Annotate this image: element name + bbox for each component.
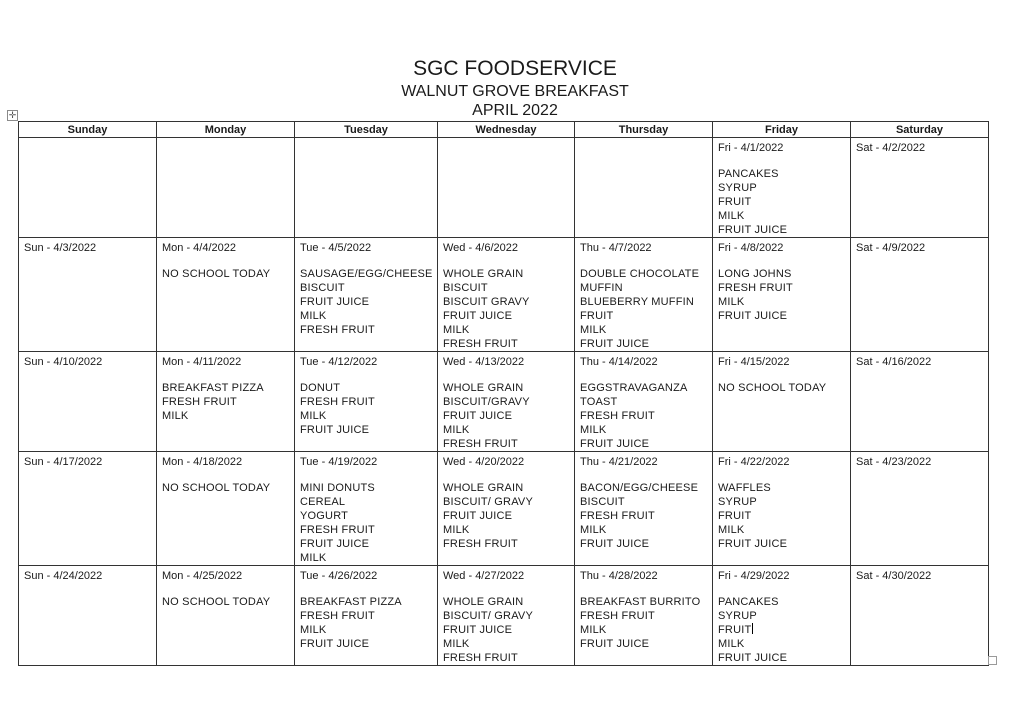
menu-item: MILK bbox=[443, 424, 470, 436]
day-date: Sun - 4/24/2022 bbox=[24, 570, 103, 582]
menu-item: FRESH FRUIT bbox=[580, 410, 655, 422]
day-cell[interactable] bbox=[713, 566, 851, 666]
menu-item: FRESH FRUIT bbox=[162, 396, 237, 408]
day-date: Fri - 4/29/2022 bbox=[718, 570, 790, 582]
day-date: Fri - 4/22/2022 bbox=[718, 456, 790, 468]
menu-item: MILK bbox=[718, 638, 745, 650]
menu-item: BISCUIT/ GRAVY bbox=[443, 496, 533, 508]
day-cell[interactable] bbox=[851, 138, 989, 238]
day-date bbox=[162, 141, 289, 155]
day-date: Mon - 4/11/2022 bbox=[162, 356, 242, 368]
day-cell[interactable] bbox=[438, 566, 575, 666]
menu-item: BISCUIT bbox=[580, 496, 625, 508]
day-cell[interactable] bbox=[295, 138, 438, 238]
day-date: Sat - 4/23/2022 bbox=[856, 456, 932, 468]
menu-item: BISCUIT GRAVY bbox=[443, 296, 530, 308]
day-date: Tue - 4/12/2022 bbox=[300, 356, 378, 368]
menu-item: MILK bbox=[162, 410, 189, 422]
day-date: Wed - 4/20/2022 bbox=[443, 456, 525, 468]
menu-item: DOUBLE CHOCOLATE bbox=[580, 268, 700, 280]
day-header-wednesday: Wednesday bbox=[438, 122, 575, 138]
week-row bbox=[19, 352, 989, 452]
day-cell[interactable] bbox=[295, 352, 438, 452]
day-header-friday: Friday bbox=[713, 122, 851, 138]
menu-item: WHOLE GRAIN bbox=[443, 268, 524, 280]
menu-item: FRUIT JUICE bbox=[300, 424, 370, 436]
menu-item: LONG JOHNS bbox=[718, 268, 792, 280]
menu-item: NO SCHOOL TODAY bbox=[162, 268, 271, 280]
menu-item: BREAKFAST PIZZA bbox=[300, 596, 402, 608]
day-cell[interactable] bbox=[713, 352, 851, 452]
day-date: Thu - 4/14/2022 bbox=[580, 356, 658, 368]
menu-item: FRESH FRUIT bbox=[443, 338, 518, 350]
calendar-table bbox=[18, 121, 989, 666]
menu-item: PANCAKES bbox=[718, 596, 779, 608]
day-cell[interactable] bbox=[851, 452, 989, 566]
menu-item: FRUIT JUICE bbox=[718, 652, 788, 664]
menu-item: FRUIT JUICE bbox=[580, 438, 650, 450]
menu-item: NO SCHOOL TODAY bbox=[162, 596, 271, 608]
menu-item: FRESH FRUIT bbox=[300, 396, 375, 408]
menu-item: FRUIT JUICE bbox=[580, 638, 650, 650]
menu-item: FRESH FRUIT bbox=[443, 652, 518, 664]
menu-item: DONUT bbox=[300, 382, 341, 394]
day-cell[interactable] bbox=[438, 138, 575, 238]
menu-item: SYRUP bbox=[718, 610, 757, 622]
day-cell[interactable] bbox=[438, 452, 575, 566]
menu-item: FRESH FRUIT bbox=[443, 438, 518, 450]
menu-item: BLUEBERRY MUFFIN bbox=[580, 296, 695, 308]
menu-item: FRESH FRUIT bbox=[300, 610, 375, 622]
menu-item: BACON/EGG/CHEESE bbox=[580, 482, 699, 494]
day-header-monday: Monday bbox=[157, 122, 295, 138]
day-date: Fri - 4/1/2022 bbox=[718, 142, 784, 154]
menu-item: SYRUP bbox=[718, 496, 757, 508]
day-date bbox=[300, 141, 432, 155]
week-row bbox=[19, 566, 989, 666]
menu-item: BREAKFAST PIZZA bbox=[162, 382, 264, 394]
menu-item: NO SCHOOL TODAY bbox=[162, 482, 271, 494]
page-title: SGC FOODSERVICE bbox=[413, 57, 617, 80]
day-date: Mon - 4/18/2022 bbox=[162, 456, 243, 468]
day-date bbox=[24, 141, 151, 155]
day-cell[interactable] bbox=[19, 138, 157, 238]
menu-item: MILK bbox=[718, 296, 745, 308]
day-cell[interactable] bbox=[19, 452, 157, 566]
menu-item: MILK bbox=[718, 524, 745, 536]
day-cell[interactable] bbox=[157, 352, 295, 452]
day-date: Tue - 4/5/2022 bbox=[300, 242, 372, 254]
day-date: Mon - 4/25/2022 bbox=[162, 570, 243, 582]
day-date: Thu - 4/28/2022 bbox=[580, 570, 658, 582]
day-header-tuesday: Tuesday bbox=[295, 122, 438, 138]
menu-item: MILK bbox=[443, 638, 470, 650]
day-cell[interactable] bbox=[19, 238, 157, 352]
menu-item: CEREAL bbox=[300, 496, 346, 508]
menu-item: MILK bbox=[300, 552, 327, 564]
menu-item: MUFFIN bbox=[580, 282, 623, 294]
menu-item: FRESH FRUIT bbox=[580, 510, 655, 522]
menu-item: BISCUIT/GRAVY bbox=[443, 396, 530, 408]
day-date: Thu - 4/7/2022 bbox=[580, 242, 652, 254]
menu-item: FRUIT JUICE bbox=[580, 538, 650, 550]
table-resize-handle-icon[interactable] bbox=[988, 656, 997, 665]
day-cell[interactable] bbox=[157, 238, 295, 352]
week-row bbox=[19, 238, 989, 352]
table-move-handle-icon[interactable]: ✛ bbox=[8, 110, 17, 120]
day-date: Tue - 4/19/2022 bbox=[300, 456, 378, 468]
menu-item: MILK bbox=[443, 324, 470, 336]
day-date: Tue - 4/26/2022 bbox=[300, 570, 378, 582]
day-date: Sat - 4/16/2022 bbox=[856, 356, 932, 368]
day-cell[interactable] bbox=[295, 452, 438, 566]
day-cell[interactable] bbox=[438, 352, 575, 452]
menu-item: FRESH FRUIT bbox=[443, 538, 518, 550]
day-cell[interactable] bbox=[575, 566, 713, 666]
menu-item: FRESH FRUIT bbox=[300, 524, 375, 536]
menu-item: MILK bbox=[580, 624, 607, 636]
day-header-sunday: Sunday bbox=[19, 122, 157, 138]
day-date: Sun - 4/3/2022 bbox=[24, 242, 97, 254]
day-cell[interactable] bbox=[575, 452, 713, 566]
menu-item: WHOLE GRAIN bbox=[443, 482, 524, 494]
day-header-saturday: Saturday bbox=[851, 122, 989, 138]
menu-item: FRUIT bbox=[718, 510, 752, 522]
menu-item: WAFFLES bbox=[718, 482, 771, 494]
day-cell[interactable] bbox=[438, 238, 575, 352]
menu-item: FRUIT JUICE bbox=[580, 338, 650, 350]
day-cell[interactable] bbox=[851, 566, 989, 666]
week-row bbox=[19, 138, 989, 238]
day-cell[interactable] bbox=[19, 566, 157, 666]
menu-item: FRUIT bbox=[718, 624, 752, 636]
menu-item: PANCAKES bbox=[718, 168, 779, 180]
day-cell[interactable] bbox=[713, 452, 851, 566]
day-date: Wed - 4/13/2022 bbox=[443, 356, 525, 368]
menu-item: BISCUIT/ GRAVY bbox=[443, 610, 533, 622]
day-date: Thu - 4/21/2022 bbox=[580, 456, 658, 468]
day-date: Sat - 4/30/2022 bbox=[856, 570, 932, 582]
menu-item: MILK bbox=[300, 410, 327, 422]
menu-item: TOAST bbox=[580, 396, 618, 408]
menu-item: FRUIT bbox=[580, 310, 614, 322]
menu-item: MILK bbox=[580, 324, 607, 336]
menu-item: FRUIT JUICE bbox=[718, 538, 788, 550]
menu-item: BREAKFAST BURRITO bbox=[580, 596, 701, 608]
menu-item: MILK bbox=[300, 310, 327, 322]
day-date: Wed - 4/27/2022 bbox=[443, 570, 525, 582]
menu-item: FRESH FRUIT bbox=[300, 324, 375, 336]
day-cell[interactable] bbox=[157, 566, 295, 666]
menu-item: SAUSAGE/EGG/CHEESE bbox=[300, 268, 433, 280]
menu-item: EGGSTRAVAGANZA bbox=[580, 382, 688, 394]
day-cell[interactable] bbox=[851, 238, 989, 352]
day-cell[interactable] bbox=[713, 138, 851, 238]
menu-item: FRUIT JUICE bbox=[443, 624, 513, 636]
day-cell[interactable] bbox=[575, 238, 713, 352]
page-subtitle: WALNUT GROVE BREAKFAST bbox=[401, 83, 629, 100]
week-row bbox=[19, 452, 989, 566]
menu-item: FRUIT JUICE bbox=[718, 224, 788, 236]
day-cell[interactable] bbox=[575, 352, 713, 452]
day-date: Sat - 4/2/2022 bbox=[856, 142, 926, 154]
menu-item: FRUIT JUICE bbox=[443, 410, 513, 422]
menu-item: FRUIT JUICE bbox=[718, 310, 788, 322]
menu-item: FRUIT JUICE bbox=[443, 510, 513, 522]
day-date bbox=[580, 141, 707, 155]
day-date: Fri - 4/15/2022 bbox=[718, 356, 790, 368]
menu-item: MILK bbox=[300, 624, 327, 636]
calendar-header-row bbox=[19, 122, 989, 138]
day-date: Sun - 4/10/2022 bbox=[24, 356, 103, 368]
day-date: Sun - 4/17/2022 bbox=[24, 456, 103, 468]
menu-item: MILK bbox=[718, 210, 745, 222]
day-date bbox=[443, 141, 569, 155]
menu-item: FRESH FRUIT bbox=[580, 610, 655, 622]
day-cell[interactable] bbox=[295, 238, 438, 352]
day-date: Mon - 4/4/2022 bbox=[162, 242, 236, 254]
menu-item: SYRUP bbox=[718, 182, 757, 194]
menu-item: FRUIT JUICE bbox=[300, 538, 370, 550]
day-date: Sat - 4/9/2022 bbox=[856, 242, 926, 254]
menu-item: FRUIT JUICE bbox=[443, 310, 513, 322]
menu-item: NO SCHOOL TODAY bbox=[718, 382, 827, 394]
menu-item: MILK bbox=[580, 424, 607, 436]
page-month: APRIL 2022 bbox=[472, 102, 558, 119]
day-cell[interactable] bbox=[157, 138, 295, 238]
menu-item: MILK bbox=[580, 524, 607, 536]
day-header-thursday: Thursday bbox=[575, 122, 713, 138]
day-cell[interactable] bbox=[19, 352, 157, 452]
day-cell[interactable] bbox=[157, 452, 295, 566]
day-cell[interactable] bbox=[295, 566, 438, 666]
day-date: Wed - 4/6/2022 bbox=[443, 242, 519, 254]
menu-item: FRESH FRUIT bbox=[718, 282, 793, 294]
text-cursor bbox=[752, 623, 753, 634]
menu-item: MINI DONUTS bbox=[300, 482, 375, 494]
menu-item: MILK bbox=[443, 524, 470, 536]
menu-item: BISCUIT bbox=[300, 282, 345, 294]
day-date: Fri - 4/8/2022 bbox=[718, 242, 784, 254]
day-cell[interactable] bbox=[713, 238, 851, 352]
day-cell[interactable] bbox=[851, 352, 989, 452]
menu-item: WHOLE GRAIN bbox=[443, 596, 524, 608]
menu-item: WHOLE GRAIN bbox=[443, 382, 524, 394]
menu-item: BISCUIT bbox=[443, 282, 488, 294]
menu-item: FRUIT bbox=[718, 196, 752, 208]
menu-item: FRUIT JUICE bbox=[300, 638, 370, 650]
menu-item: YOGURT bbox=[300, 510, 349, 522]
day-cell[interactable] bbox=[575, 138, 713, 238]
menu-item: FRUIT JUICE bbox=[300, 296, 370, 308]
